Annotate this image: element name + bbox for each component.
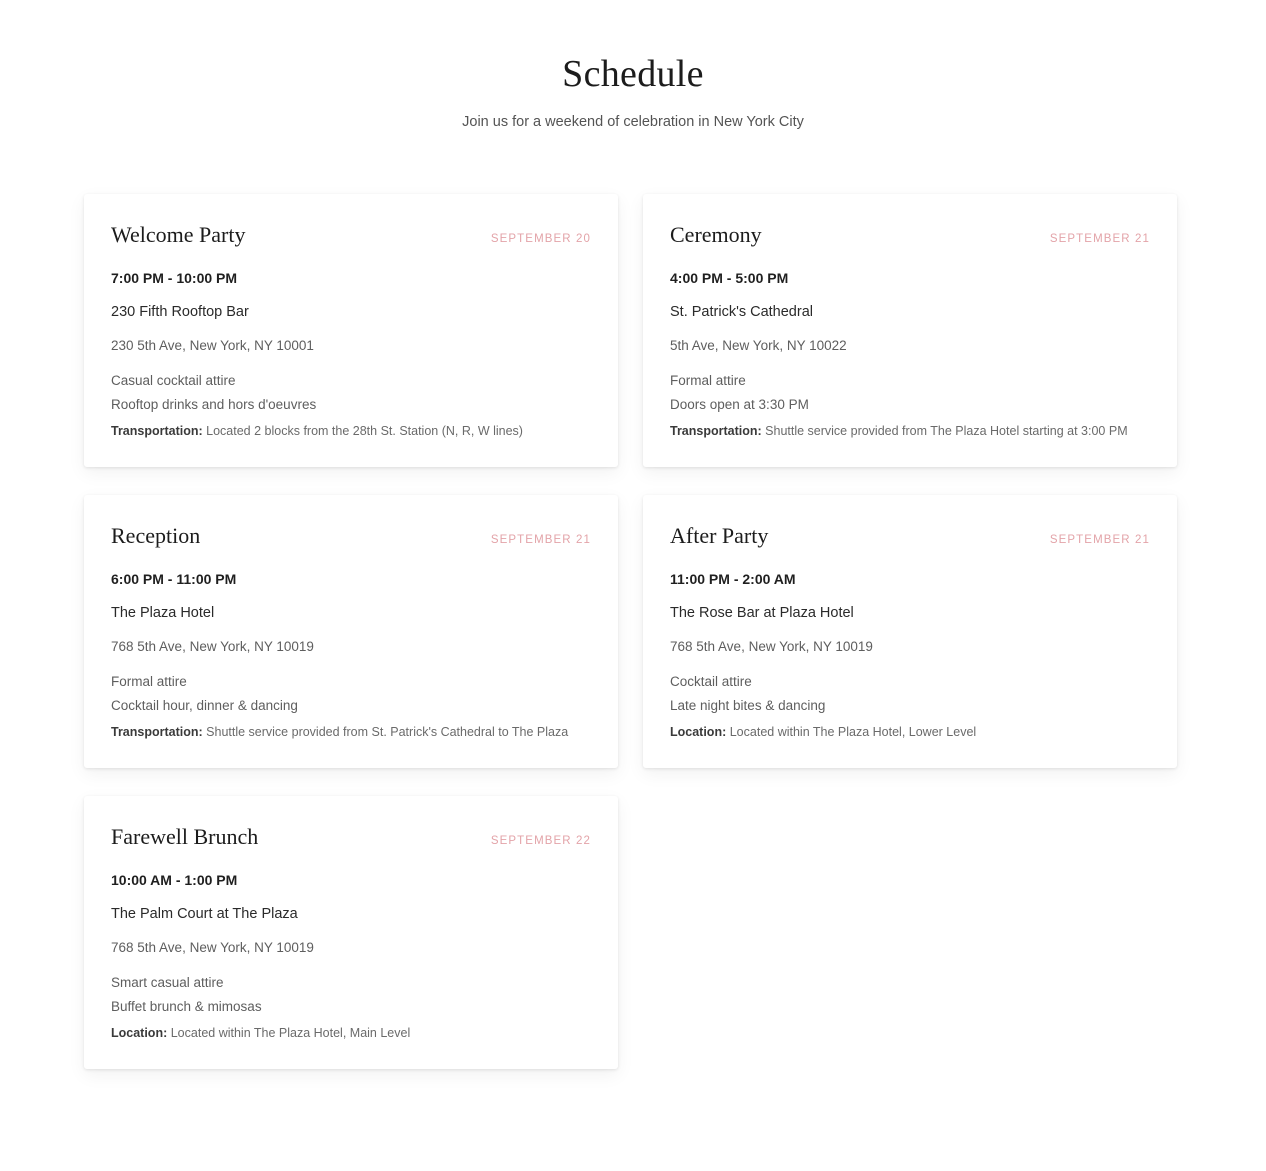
event-detail: Buffet brunch & mimosas — [111, 999, 262, 1015]
page-header — [0, 0, 1266, 130]
event-detail: Rooftop drinks and hors d'oeuvres — [111, 397, 317, 413]
event-note — [111, 423, 591, 441]
event-address: 768 5th Ave, New York, NY 10019 — [111, 639, 314, 655]
event-note-text: Shuttle service provided from The Plaza Hotel starting at 3:00 PM — [765, 424, 1128, 439]
event-note-text: Located within The Plaza Hotel, Lower Level — [729, 725, 977, 740]
event-date: SEPTEMBER 21 — [1049, 533, 1150, 546]
event-date: SEPTEMBER 22 — [490, 834, 591, 847]
event-venue: 230 Fifth Rooftop Bar — [111, 304, 249, 321]
event-title: Farewell Brunch — [111, 823, 259, 849]
event-venue: The Rose Bar at Plaza Hotel — [670, 605, 854, 622]
event-address: 5th Ave, New York, NY 10022 — [670, 338, 847, 354]
event-date: SEPTEMBER 21 — [1049, 233, 1150, 245]
page-title: Schedule — [562, 53, 704, 95]
event-time: 7:00 PM - 10:00 PM — [111, 270, 238, 287]
event-note — [111, 1025, 591, 1043]
event-note — [670, 423, 1150, 441]
event-card-welcome-party[interactable] — [84, 194, 618, 467]
event-note-label: Transportation: — [670, 424, 762, 439]
event-detail: Late night bites & dancing — [670, 698, 826, 714]
event-attire: Cocktail attire — [670, 674, 752, 690]
event-attire: Casual cocktail attire — [111, 373, 236, 389]
event-title: Ceremony — [670, 222, 762, 247]
event-address: 768 5th Ave, New York, NY 10019 — [111, 940, 314, 956]
event-card-header — [111, 824, 591, 850]
event-date: SEPTEMBER 20 — [490, 233, 591, 245]
event-time: 6:00 PM - 11:00 PM — [111, 571, 237, 588]
event-attire: Formal attire — [670, 373, 746, 389]
event-card-farewell-brunch[interactable] — [84, 796, 618, 1069]
event-time: 10:00 AM - 1:00 PM — [111, 872, 238, 889]
event-title: After Party — [670, 522, 769, 548]
event-title: Welcome Party — [111, 222, 246, 247]
event-title: Reception — [111, 522, 201, 548]
event-note-label: Location: — [670, 725, 727, 740]
event-note-text: Located within The Plaza Hotel, Main Level — [170, 1026, 411, 1041]
event-note-label: Transportation: — [111, 725, 203, 740]
event-detail: Doors open at 3:30 PM — [670, 397, 809, 413]
event-card-header — [111, 523, 591, 549]
event-card-header — [111, 222, 591, 248]
event-card-reception[interactable] — [84, 495, 618, 768]
event-address: 768 5th Ave, New York, NY 10019 — [670, 639, 873, 655]
event-note-text: Located 2 blocks from the 28th St. Station (N, R, W lines) — [206, 424, 523, 439]
event-attire: Formal attire — [111, 674, 187, 690]
event-date: SEPTEMBER 21 — [490, 533, 591, 546]
event-detail: Cocktail hour, dinner & dancing — [111, 698, 298, 714]
event-time: 4:00 PM - 5:00 PM — [670, 270, 789, 287]
event-note — [111, 724, 591, 742]
event-time: 11:00 PM - 2:00 AM — [670, 571, 796, 588]
page-subtitle: Join us for a weekend of celebration in New York City — [462, 114, 804, 130]
event-venue: St. Patrick's Cathedral — [670, 304, 813, 321]
event-venue: The Palm Court at The Plaza — [111, 906, 298, 923]
event-note-text: Shuttle service provided from St. Patrick's Cathedral to The Plaza — [206, 725, 569, 740]
event-venue: The Plaza Hotel — [111, 605, 215, 622]
event-address: 230 5th Ave, New York, NY 10001 — [111, 338, 314, 354]
schedule-cards-grid — [0, 130, 1266, 1069]
event-note-label: Location: — [111, 1026, 168, 1041]
event-card-ceremony[interactable] — [643, 194, 1177, 467]
event-card-header — [670, 222, 1150, 248]
event-card-after-party[interactable] — [643, 495, 1177, 768]
event-note — [670, 724, 1150, 742]
event-note-label: Transportation: — [111, 424, 203, 439]
event-card-header — [670, 523, 1150, 549]
event-attire: Smart casual attire — [111, 975, 224, 991]
